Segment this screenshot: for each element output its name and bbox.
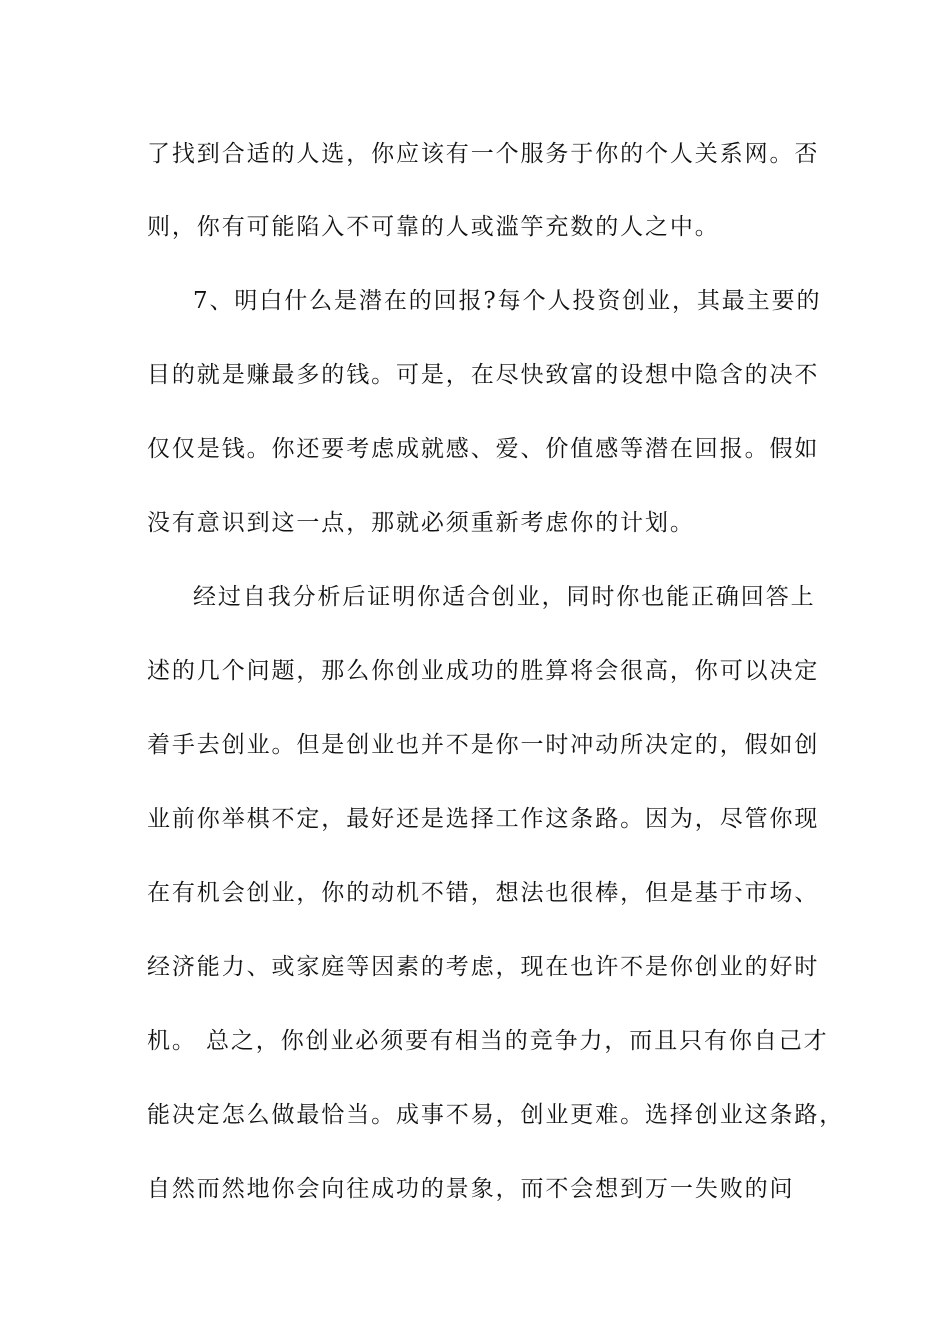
text-line: 述的几个问题，那么你创业成功的胜算将会很高，你可以决定 bbox=[147, 658, 820, 684]
text-line: 则，你有可能陷入不可靠的人或滥竽充数的人之中。 bbox=[147, 214, 720, 240]
text-line: 机。 总之，你创业必须要有相当的竞争力，而且只有你自己才 bbox=[147, 1028, 829, 1054]
text-line: 了找到合适的人选，你应该有一个服务于你的个人关系网。否 bbox=[147, 141, 820, 167]
text-line: 着手去创业。但是创业也并不是你一时冲动所决定的，假如创 bbox=[147, 732, 820, 758]
text-line: 在有机会创业，你的动机不错，想法也很棒，但是基于市场、 bbox=[147, 880, 820, 906]
text-line: 没有意识到这一点，那就必须重新考虑你的计划。 bbox=[147, 510, 695, 536]
text-line: 经济能力、或家庭等因素的考虑，现在也许不是你创业的好时 bbox=[147, 954, 820, 980]
text-line: 仅仅是钱。你还要考虑成就感、爱、价值感等潜在回报。假如 bbox=[147, 436, 820, 462]
paragraph-first-line: 7、明白什么是潜在的回报?每个人投资创业，其最主要的 bbox=[193, 288, 822, 314]
text-line: 自然而然地你会向往成功的景象，而不会想到万一失败的问 bbox=[147, 1176, 795, 1202]
text-line: 能决定怎么做最恰当。成事不易，创业更难。选择创业这条路， bbox=[147, 1102, 845, 1128]
text-line: 业前你举棋不定，最好还是选择工作这条路。因为，尽管你现 bbox=[147, 806, 820, 832]
text-line: 目的就是赚最多的钱。可是，在尽快致富的设想中隐含的决不 bbox=[147, 362, 820, 388]
paragraph-first-line: 经过自我分析后证明你适合创业，同时你也能正确回答上 bbox=[193, 584, 816, 610]
